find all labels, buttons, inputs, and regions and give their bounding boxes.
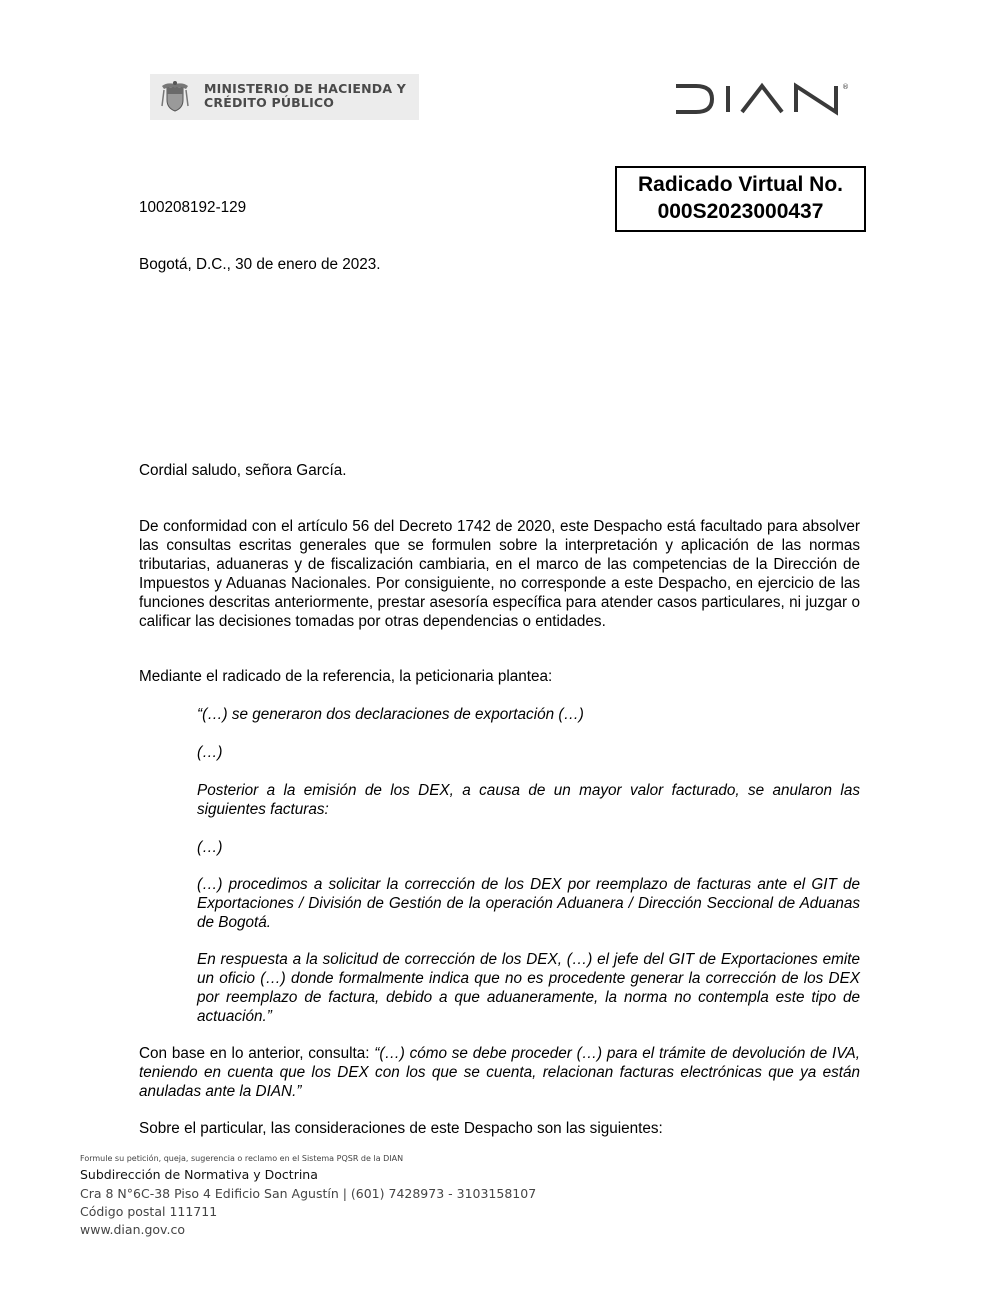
place-date: Bogotá, D.C., 30 de enero de 2023. xyxy=(139,256,381,273)
ministry-logo xyxy=(150,74,419,120)
footer-address: Cra 8 N°6C-38 Piso 4 Edificio San Agustín | (601) 7428973 - 3103158107 xyxy=(80,1186,537,1201)
radicado-box xyxy=(615,166,866,232)
paragraph-request-intro: Mediante el radicado de la referencia, la peticionaria plantea: xyxy=(139,668,553,685)
radicado-label: Radicado Virtual No. xyxy=(638,173,843,196)
footer-postal-code: Código postal 111711 xyxy=(80,1204,218,1219)
ministry-logo-line2: CRÉDITO PÚBLICO xyxy=(204,95,335,110)
footer-pqsr-note: Formule su petición, queja, sugerencia o reclamo en el Sistema PQSR de la DIAN xyxy=(80,1154,404,1163)
ministry-logo-text xyxy=(204,82,406,110)
quote-line-5: (…) procedimos a solicitar la corrección de los DEX por reemplazo de facturas ante el GIT de Exportaciones / División de Gestión de la operación Aduanera / Dirección Seccional de Aduanas de Bogotá. xyxy=(197,876,860,931)
footer-website-link[interactable]: www.dian.gov.co xyxy=(80,1222,185,1237)
radicado-number: 000S2023000437 xyxy=(657,200,824,223)
colombia-coat-of-arms-icon xyxy=(158,80,192,114)
query-lead: Con base en lo anterior, consulta: xyxy=(139,1045,375,1062)
query-quote: “(…) cómo se debe proceder (…) para el trámite de devolución de IVA, teniendo en cuenta que los DEX con los que se cuenta, relacionan facturas electrónicas que ya están anuladas ante la DIAN.” xyxy=(139,1045,861,1100)
quote-line-3: Posterior a la emisión de los DEX, a causa de un mayor valor facturado, se anularon las siguientes facturas: xyxy=(197,782,860,818)
paragraph-competence: De conformidad con el artículo 56 del Decreto 1742 de 2020, este Despacho está facultado para absolver las consultas escritas generales que se formulen sobre la interpretación y aplicación de las normas tributarias, aduaneras y de fiscalización cambiaria, en el marco de las competencias de la Dirección de Impuestos y Aduanas Nacionales. Por consiguiente, no corresponde a este Despacho, en ejercicio de las funciones descritas anteriormente, prestar asesoría específica para atender casos particulares, ni juzgar o calificar las decisiones tomadas por otras dependencias o entidades. xyxy=(139,518,860,630)
paragraph-query xyxy=(139,1044,860,1101)
quote-ellipsis-1: (…) xyxy=(197,744,223,761)
quote-line-1: “(…) se generaron dos declaraciones de exportación (…) xyxy=(197,706,584,723)
footer-office: Subdirección de Normativa y Doctrina xyxy=(80,1167,318,1182)
dian-logo xyxy=(672,80,852,120)
greeting: Cordial saludo, señora García. xyxy=(139,462,347,479)
paragraph-considerations: Sobre el particular, las consideraciones de este Despacho son las siguientes: xyxy=(139,1120,663,1137)
quote-ellipsis-2: (…) xyxy=(197,839,223,856)
reference-number: 100208192-129 xyxy=(139,199,247,216)
dian-registered-mark: ® xyxy=(842,83,849,91)
ministry-logo-line1: MINISTERIO DE HACIENDA Y xyxy=(204,81,407,96)
quote-line-6: En respuesta a la solicitud de corrección de los DEX, (…) el jefe del GIT de Exportaciones emite un oficio (…) donde formalmente indica que no es procedente generar la corrección de los DEX por reemplazo de factura, debido a que aduaneramente, la norma no contempla este tipo de actuación.” xyxy=(197,951,860,1025)
